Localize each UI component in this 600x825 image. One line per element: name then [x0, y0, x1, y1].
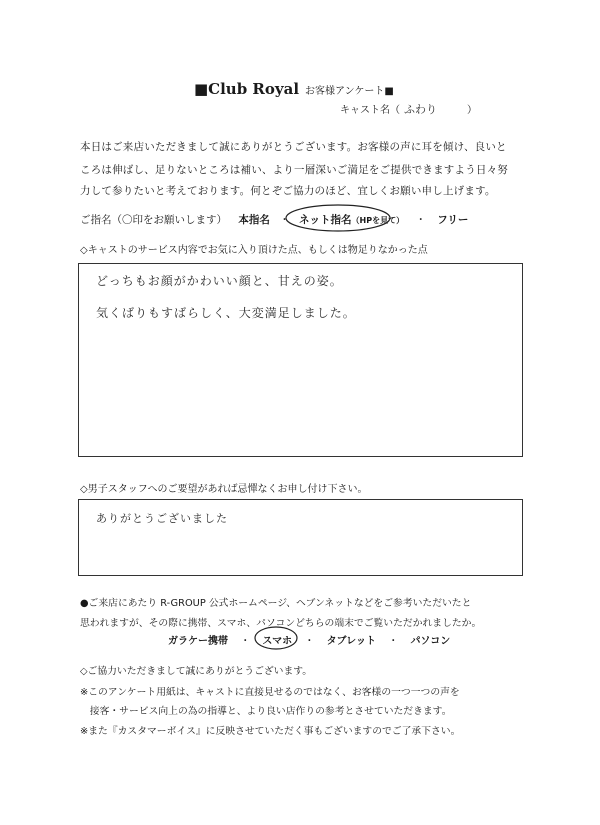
nomination-sep: ・: [415, 214, 426, 226]
nomination-sep: ・: [279, 214, 290, 226]
device-option-feature-phone[interactable]: ガラケー携帯: [168, 636, 228, 647]
nomination-label: ご指名（〇印をお願いします）: [80, 214, 227, 226]
section1-answer-line-1: どっちもお顔がかわいい顔と、甘えの姿。: [96, 274, 343, 288]
section2-answer: ありがとうございました: [96, 512, 228, 525]
device-sep: ・: [388, 636, 399, 647]
section3-line-2: 思われますが、その際に携帯、スマホ、パソコンどちらの端末でご覧いただかれましたか。: [80, 618, 482, 629]
nomination-option-free[interactable]: フリー: [437, 214, 469, 226]
nomination-option-hon[interactable]: 本指名: [238, 214, 270, 226]
cast-close: ）: [467, 105, 477, 116]
intro-line-2: ころは伸ばし、足りないところは補い、より一層深いご満足をご提供できますよう日々努: [80, 164, 508, 176]
device-option-smartphone[interactable]: スマホ: [262, 636, 293, 647]
device-sep: ・: [304, 636, 315, 647]
footer-thanks: ◇ご協力いただきまして誠にありがとうございます。: [80, 666, 313, 677]
footer-note-2: 接客・サービス向上の為の指導と、より良い店作りの参考とさせていただきます。: [80, 706, 452, 717]
device-option-pc[interactable]: パソコン: [410, 636, 451, 647]
device-selection-circle: [255, 627, 297, 649]
form-subtitle: お客様アンケート■: [305, 86, 394, 97]
intro-line-1: 本日はご来店いただきまして誠にありがとうございます。お客様の声に耳を傾け、良いと: [80, 141, 507, 153]
section3-line-1: ●ご来店にあたり R-GROUP 公式ホームページ、ヘブンネットなどをご参考いただいたと: [80, 598, 472, 609]
cast-label: キャスト名（: [340, 105, 400, 116]
section2-heading: ◇男子スタッフへのご要望があれば忌憚なくお申し付け下さい。: [80, 484, 368, 495]
nomination-option-net[interactable]: ネット指名: [299, 214, 352, 226]
cast-name-handwritten: ふわり: [404, 103, 437, 116]
device-option-tablet[interactable]: タブレット: [326, 636, 377, 647]
footer-note-1: ※このアンケート用紙は、キャストに直接見せるのではなく、お客様の一つ一つの声を: [80, 687, 460, 698]
section1-heading: ◇キャストのサービス内容でお気に入り頂けた点、もしくは物足りなかった点: [80, 245, 428, 256]
brand-name: ■Club Royal: [194, 80, 300, 98]
nomination-selection-circle: [286, 205, 390, 231]
footer-note-3: ※また『カスタマーボイス』に反映させていただく事もございますのでご了承下さい。: [80, 726, 461, 737]
device-sep: ・: [240, 636, 251, 647]
section1-answer-line-2: 気くばりもすばらしく、大変満足しました。: [96, 306, 356, 320]
nomination-option-net-note: （HPを見て）: [351, 216, 405, 225]
intro-line-3: 力して参りたいと考えております。何とぞご協力のほど、宜しくお願い申し上げます。: [80, 185, 496, 197]
